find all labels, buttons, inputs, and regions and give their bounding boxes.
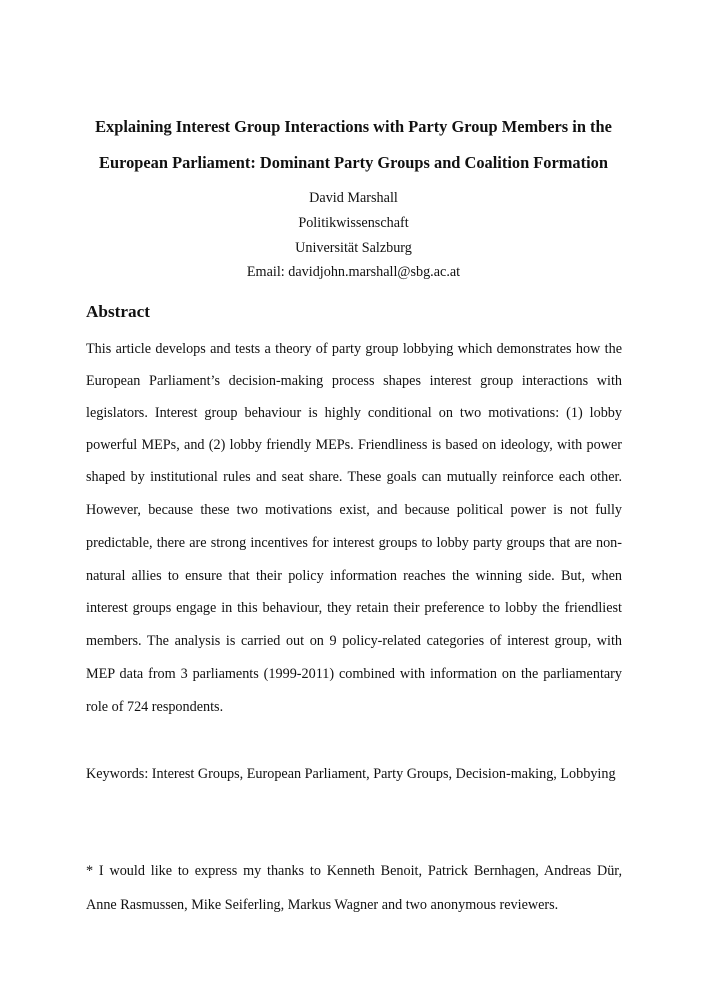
keywords: Keywords: Interest Groups, European Parliament, Party Groups, Decision-making, Lobbying [86,766,616,782]
abstract-line: shaped by institutional rules and seat share. These goals can mutually reinforce each other. [86,469,622,485]
abstract-line: interest groups engage in this behaviour, they retain their preference to lobby the friendliest [86,600,622,616]
author-name: David Marshall [309,190,398,206]
abstract-line: predictable, there are strong incentives for interest groups to lobby party groups that are non- [86,535,622,551]
abstract-line: MEP data from 3 parliaments (1999-2011) combined with information on the parliamentary [86,666,622,682]
footnote-line: * I would like to express my thanks to Kenneth Benoit, Patrick Bernhagen, Andreas Dür, [86,863,622,879]
author-university: Universität Salzburg [295,240,412,256]
footnote-line: Anne Rasmussen, Mike Seiferling, Markus Wagner and two anonymous reviewers. [86,897,559,913]
abstract-line: natural allies to ensure that their policy information reaches the winning side. But, when [86,568,622,584]
author-email: Email: davidjohn.marshall@sbg.ac.at [246,264,461,280]
author-department: Politikwissenschaft [298,215,409,231]
abstract-line: This article develops and tests a theory of party group lobbying which demonstrates how the [86,341,622,357]
abstract-line: However, because these two motivations exist, and because political power is not fully [86,502,622,518]
abstract-line: members. The analysis is carried out on 9 policy-related categories of interest group, with [86,633,622,649]
abstract-line: legislators. Interest group behaviour is highly conditional on two motivations: (1) lobby [86,405,622,421]
abstract-heading: Abstract [86,302,150,321]
abstract-line: powerful MEPs, and (2) lobby friendly MEPs. Friendliness is based on ideology, with power [86,437,622,453]
paper-title-line-1: Explaining Interest Group Interactions with Party Group Members in the [95,117,612,136]
abstract-line: role of 724 respondents. [86,699,224,715]
abstract-line: European Parliament’s decision-making process shapes interest group interactions with [86,373,622,389]
paper-title-line-2: European Parliament: Dominant Party Groups and Coalition Formation [99,153,608,172]
